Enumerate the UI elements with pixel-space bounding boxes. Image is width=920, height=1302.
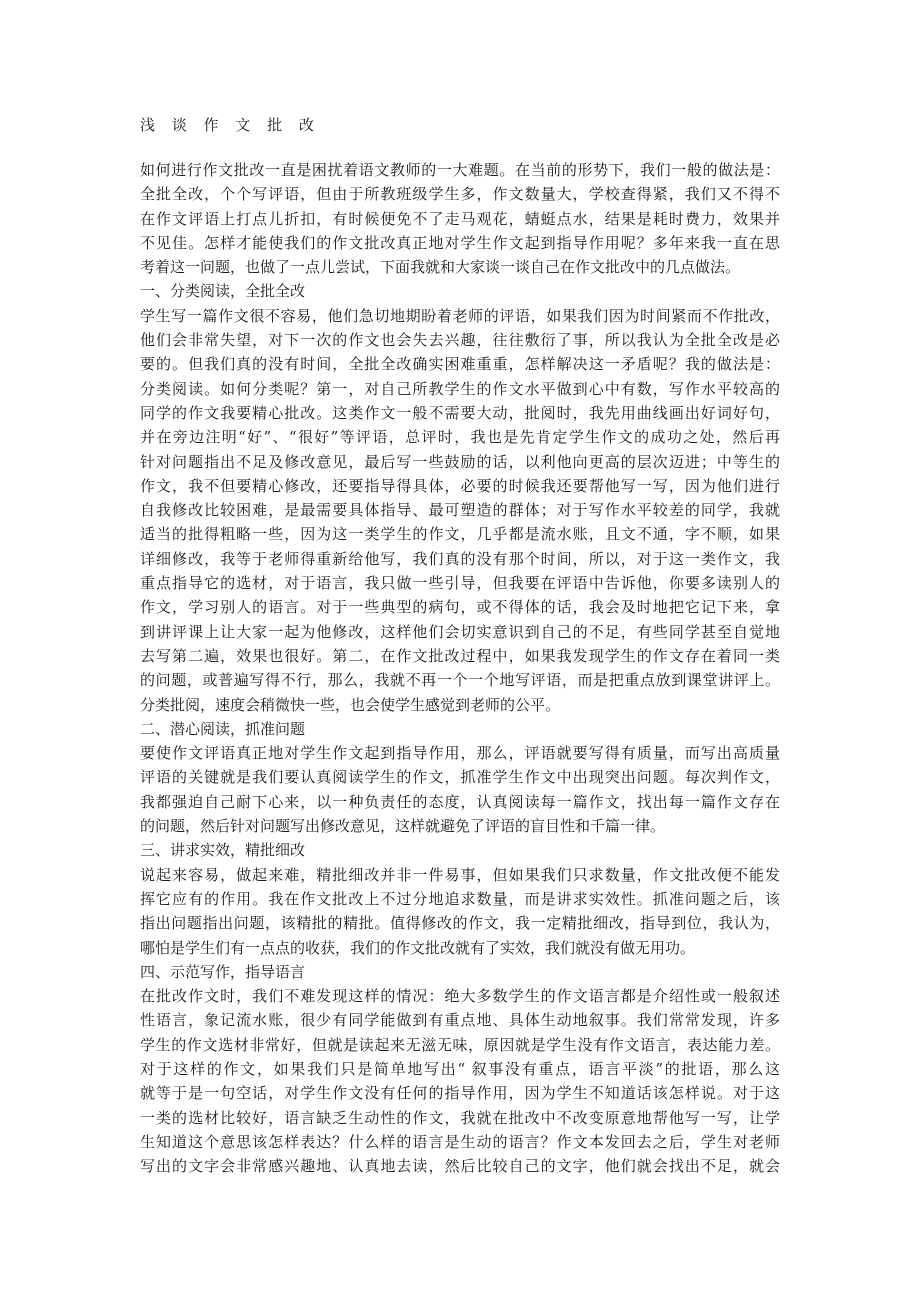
paragraph-line: 就等于是一句空话，对学生作文没有任何的指导作用，因为学生不知道话该怎样说。对于这 [140,1084,780,1103]
section-heading: 一、分类阅读，全批全改 [140,282,306,301]
paragraph-line: 不见佳。怎样才能使我们的作文批改真正地对学生作文起到指导作用呢？多年来我一直在思 [140,233,780,252]
paragraph-line: 分类阅读。如何分类呢？第一，对自己所教学生的作文水平做到心中有数，写作水平较高的 [140,379,780,398]
paragraph-line: 对于这样的作文，如果我们只是简单地写出“ 叙事没有重点，语言平淡”的批语，那么这 [140,1059,780,1078]
paragraph-line: 自我修改比较困难，是最需要具体指导、最可塑造的群体；对于写作水平较差的同学，我就 [140,501,780,520]
paragraph-line: 去写第二遍，效果也很好。第二，在作文批改过程中，如果我发现学生的作文存在着同一类 [140,646,780,665]
paragraph-line: 在作文评语上打点儿折扣，有时候便免不了走马观花，蜻蜓点水，结果是耗时费力，效果并 [140,209,780,228]
paragraph-line: 我都强迫自己耐下心来，以一种负责任的态度，认真阅读每一篇作文，找出每一篇作文存在 [140,792,780,811]
paragraph-line: 并在旁边注明“好”、“很好”等评语，总评时，我也是先肯定学生作文的成功之处，然后再 [140,428,780,447]
paragraph-line: 分类批阅，速度会稍微快一些，也会使学生感觉到老师的公平。 [140,695,561,714]
paragraph-line: 考着这一问题，也做了一点儿尝试，下面我就和大家谈一谈自己在作文批改中的几点做法。 [140,258,741,277]
paragraph-line: 一类的选材比较好，语言缺乏生动性的作文，我就在批改中不改变原意地帮他写一写，让学 [140,1108,780,1127]
paragraph-line: 作文，我不但要精心修改，还要指导得具体，必要的时候我还要帮他写一写，因为他们进行 [140,476,780,495]
paragraph-line: 在批改作文时，我们不难发现这样的情况：绝大多数学生的作文语言都是介绍性或一般叙述 [140,987,780,1006]
paragraph-line: 性语言，象记流水账，很少有同学能做到有重点地、具体生动地叙事。我们常常发现，许多 [140,1011,780,1030]
paragraph-line: 哪怕是学生们有一点点的收获，我们的作文批改就有了实效，我们就没有做无用功。 [140,938,696,957]
paragraph-line: 重点指导它的选材，对于语言，我只做一些引导，但我要在评语中告诉他，你要多读别人的 [140,574,780,593]
paragraph-line: 详细修改，我等于老师得重新给他写，我们真的没有那个时间，所以，对于这一类作文，我 [140,549,780,568]
paragraph-line: 指出问题指出问题，该精批的精批。值得修改的作文，我一定精批细改，指导到位，我认为， [140,914,780,933]
section-heading: 三、讲求实效，精批细改 [140,841,306,860]
document-title: 浅 谈 作 文 批 改 [140,116,320,134]
paragraph-line: 的问题，然后针对问题写出修改意见，这样就避免了评语的盲目性和千篇一律。 [140,817,666,836]
section-heading: 四、示范写作，指导语言 [140,962,306,981]
paragraph-line: 学生的作文选材非常好，但就是读起来无滋无味，原因就是学生没有作文语言，表达能力差。 [140,1035,780,1054]
paragraph-line: 要的。但我们真的没有时间，全批全改确实困难重重，怎样解决这一矛盾呢？我的做法是： [140,355,780,374]
section-heading: 二、潜心阅读，抓准问题 [140,719,306,738]
document-body [140,158,780,1178]
paragraph-line: 的问题，或普遍写得不行，那么，我就不再一个一个地写评语，而是把重点放到课堂讲评上。 [140,671,780,690]
paragraph-line: 生知道这个意思该怎样表达？什么样的语言是生动的语言？作文本发回去之后，学生对老师 [140,1132,780,1151]
paragraph-line: 说起来容易，做起来难，精批细改并非一件易事，但如果我们只求数量，作文批改便不能发 [140,865,780,884]
paragraph-line: 挥它应有的作用。我在作文批改上不过分地追求数量，而是讲求实效性。抓准问题之后，该 [140,889,780,908]
paragraph-line: 要使作文评语真正地对学生作文起到指导作用，那么，评语就要写得有质量，而写出高质量 [140,744,780,763]
paragraph-line: 他们会非常失望，对下一次的作文也会失去兴趣，往往敷衍了事，所以我认为全批全改是必 [140,331,780,350]
paragraph-line: 到讲评课上让大家一起为他修改，这样他们会切实意识到自己的不足，有些同学甚至自觉地 [140,622,780,641]
paragraph-line: 全批全改，个个写评语，但由于所教班级学生多，作文数量大，学校查得紧，我们又不得不 [140,185,780,204]
paragraph-line: 针对问题指出不足及修改意见，最后写一些鼓励的话，以利他向更高的层次迈进；中等生的 [140,452,780,471]
paragraph-line: 作文，学习别人的语言。对于一些典型的病句，或不得体的话，我会及时地把它记下来，拿 [140,598,780,617]
paragraph-line: 适当的批得粗略一些，因为这一类学生的作文，几乎都是流水账，且文不通，字不顺，如果 [140,525,780,544]
paragraph-line: 学生写一篇作文很不容易，他们急切地期盼着老师的评语，如果我们因为时间紧而不作批改， [140,306,780,325]
paragraph-line: 写出的文字会非常感兴趣地、认真地去读，然后比较自己的文字，他们就会找出不足，就会 [140,1157,780,1176]
paragraph-line: 如何进行作文批改一直是困扰着语文教师的一大难题。在当前的形势下，我们一般的做法是： [140,161,780,179]
paragraph-line: 同学的作文我要精心批改。这类作文一般不需要大动，批阅时，我先用曲线画出好词好句， [140,403,780,422]
paragraph-line: 评语的关键就是我们要认真阅读学生的作文，抓准学生作文中出现突出问题。每次判作文， [140,768,780,787]
